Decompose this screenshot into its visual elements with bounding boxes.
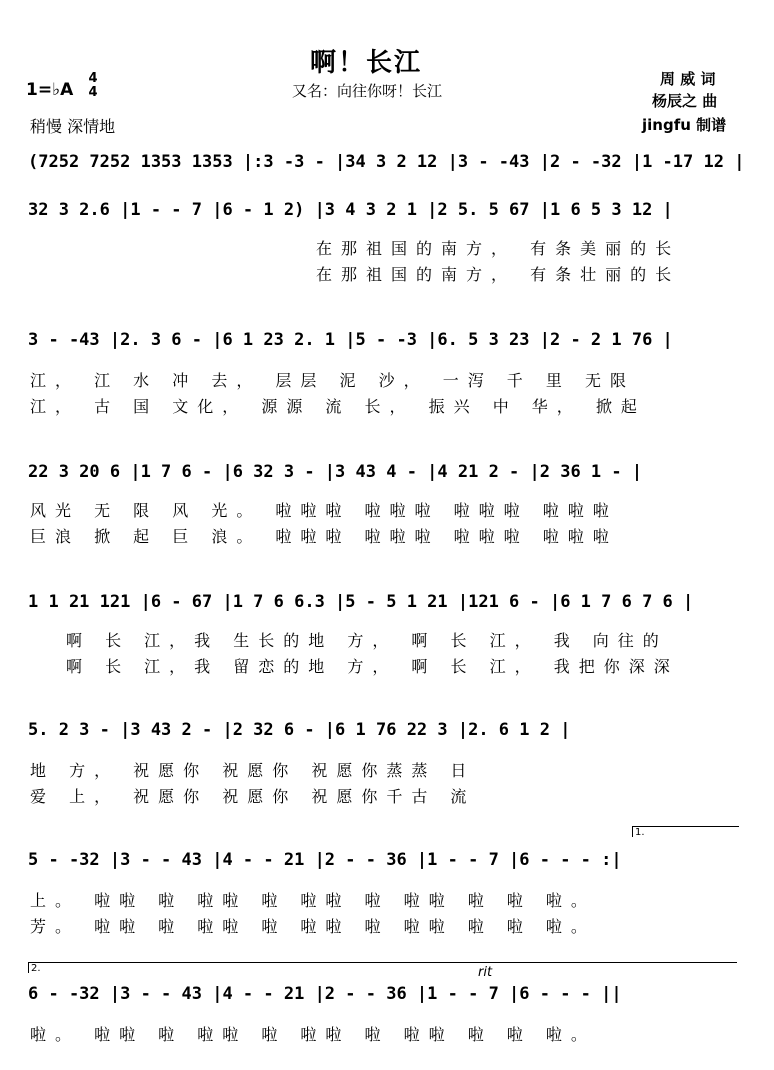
lyric-line-7b: 芳。 啦啦 啦 啦啦 啦 啦啦 啦 啦啦 啦 啦 啦。 [30, 917, 596, 936]
lyric-line-3a: 江， 江 水 冲 去， 层层 泥 沙， 一泻 千 里 无限 [30, 371, 635, 390]
notation-line-3: 3 - -43 |2. 3 6 - |6 1 23 2. 1 |5 - -3 |6. 5 3 23 |2 - 2 1 76 | [28, 330, 673, 350]
lyric-line-3b: 江， 古 国 文化， 源源 流 长， 振兴 中 华， 掀起 [30, 397, 646, 416]
lyric-line-6b: 爱 上， 祝愿你 祝愿你 祝愿你千古 流 [30, 787, 476, 806]
lyric-line-4b: 巨浪 掀 起 巨 浪。 啦啦啦 啦啦啦 啦啦啦 啦啦啦 [30, 527, 618, 546]
song-subtitle: 又名：向往你呀！长江 [292, 82, 443, 100]
notation-line-6: 5. 2 3 - |3 43 2 - |2 32 6 - |6 1 76 22 3 |2. 6 1 2 | [28, 720, 571, 740]
tempo-marking: 稍慢 深情地 [30, 117, 116, 136]
lyric-line-8a: 啦。 啦啦 啦 啦啦 啦 啦啦 啦 啦啦 啦 啦 啦。 [30, 1025, 596, 1044]
notation-line-4: 22 3 20 6 |1 7 6 - |6 32 3 - |3 43 4 - |4 21 2 - |2 36 1 - | [28, 462, 643, 482]
notation-line-1: (7252 7252 1353 1353 |:3 -3 - |34 3 2 12 |3 - -43 |2 - -32 |1 -17 12 | [28, 152, 745, 172]
lyric-line-4a: 风光 无 限 风 光。 啦啦啦 啦啦啦 啦啦啦 啦啦啦 [30, 501, 618, 520]
volta-first-ending: 1. [632, 826, 739, 837]
time-signature-top: 4 [88, 71, 98, 86]
lyricist-credit: 周 威 词 [660, 70, 716, 88]
lyric-line-5a: 啊 长 江，我 生长的地 方， 啊 长 江， 我 向往的 [66, 631, 668, 650]
volta-second-ending: 2. [28, 962, 737, 973]
time-signature-bottom: 4 [88, 85, 98, 100]
song-title: 啊！长江 [310, 48, 423, 78]
ritardando-marking: rit [478, 965, 493, 980]
lyric-line-7a: 上。 啦啦 啦 啦啦 啦 啦啦 啦 啦啦 啦 啦 啦。 [30, 891, 596, 910]
notation-line-7: 5 - -32 |3 - - 43 |4 - - 21 |2 - - 36 |1 - - 7 |6 - - - :| [28, 850, 622, 870]
notation-line-2: 32 3 2.6 |1 - - 7 |6 - 1 2) |3 4 3 2 1 |2 5. 5 67 |1 6 5 3 12 | [28, 200, 673, 220]
key-signature: 1=♭A [26, 80, 74, 100]
time-signature [86, 72, 100, 100]
arranger-credit: jingfu 制谱 [642, 116, 727, 134]
lyric-line-2b: 在那祖国的南方， 有条壮丽的长 [316, 265, 681, 284]
notation-line-5: 1 1 21 121 |6 - 67 |1 7 6 6.3 |5 - 5 1 21 |121 6 - |6 1 7 6 7 6 | [28, 592, 694, 612]
notation-line-8: 6 - -32 |3 - - 43 |4 - - 21 |2 - - 36 |1 - - 7 |6 - - - || [28, 984, 622, 1004]
lyric-line-6a: 地 方， 祝愿你 祝愿你 祝愿你蒸蒸 日 [30, 761, 476, 780]
lyric-line-5b: 啊 长 江，我 留恋的地 方， 啊 长 江， 我把你深深 [66, 657, 679, 676]
lyric-line-2a: 在那祖国的南方， 有条美丽的长 [316, 239, 681, 258]
composer-credit: 杨辰之 曲 [652, 92, 718, 110]
